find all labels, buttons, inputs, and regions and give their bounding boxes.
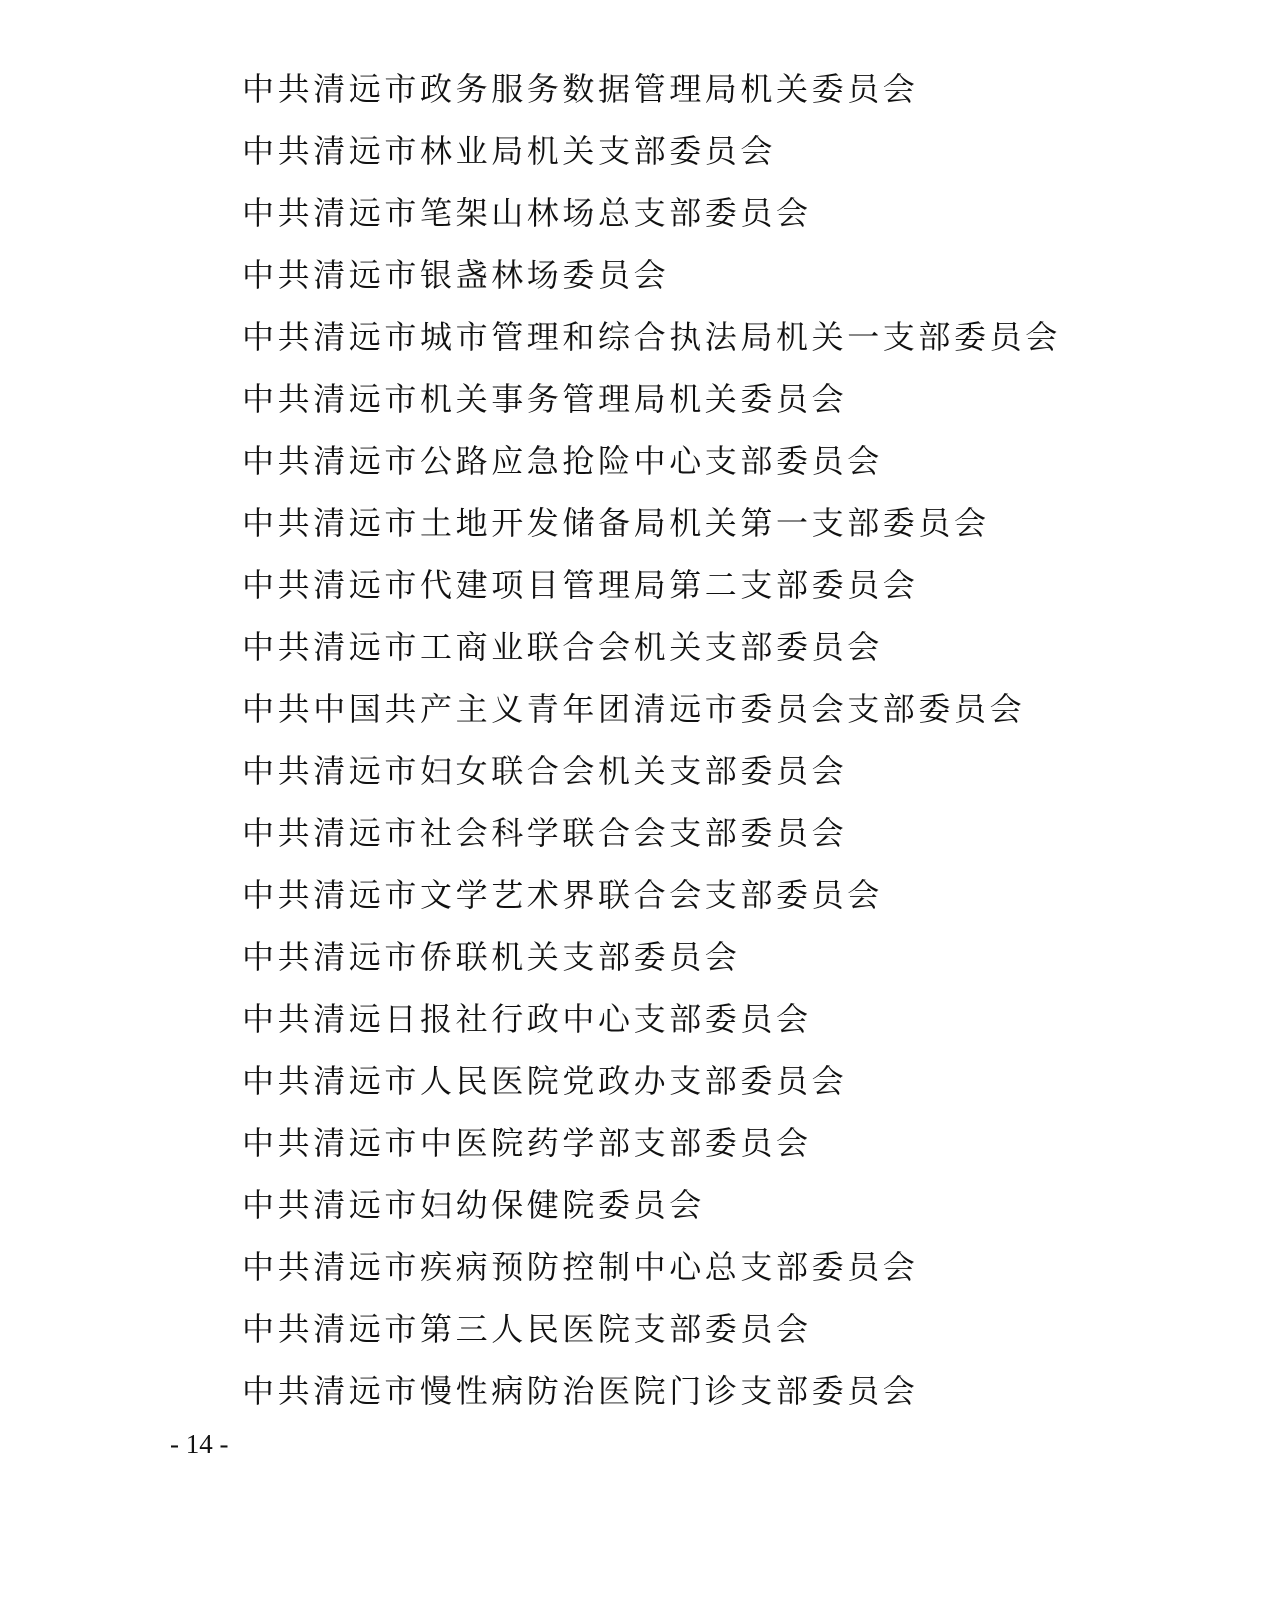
organization-item: 中共清远日报社行政中心支部委员会 [242,1000,812,1038]
organization-item: 中共清远市机关事务管理局机关委员会 [242,380,848,418]
organization-item: 中共清远市工商业联合会机关支部委员会 [242,628,883,666]
organization-item: 中共清远市林业局机关支部委员会 [242,132,777,170]
organization-item: 中共清远市代建项目管理局第二支部委员会 [242,566,919,604]
organization-item: 中共清远市文学艺术界联合会支部委员会 [242,876,883,914]
page-number: - 14 - [170,1429,229,1459]
organization-item: 中共清远市人民医院党政办支部委员会 [242,1062,848,1100]
organization-item: 中共清远市妇女联合会机关支部委员会 [242,752,848,790]
organization-item: 中共清远市第三人民医院支部委员会 [242,1310,812,1348]
organization-item: 中共清远市公路应急抢险中心支部委员会 [242,442,883,480]
organization-item: 中共清远市土地开发储备局机关第一支部委员会 [242,504,990,542]
organization-item: 中共清远市中医院药学部支部委员会 [242,1124,812,1162]
organization-list [242,58,1061,1422]
organization-item: 中共清远市妇幼保健院委员会 [242,1186,705,1224]
organization-item: 中共清远市城市管理和综合执法局机关一支部委员会 [242,318,1061,356]
organization-item: 中共清远市政务服务数据管理局机关委员会 [242,70,919,108]
organization-item: 中共清远市社会科学联合会支部委员会 [242,814,848,852]
organization-item: 中共清远市笔架山林场总支部委员会 [242,194,812,232]
organization-item: 中共清远市侨联机关支部委员会 [242,938,741,976]
organization-item: 中共清远市银盏林场委员会 [242,256,670,294]
organization-item: 中共中国共产主义青年团清远市委员会支部委员会 [242,690,1026,728]
organization-item: 中共清远市疾病预防控制中心总支部委员会 [242,1248,919,1286]
organization-item: 中共清远市慢性病防治医院门诊支部委员会 [242,1372,919,1410]
